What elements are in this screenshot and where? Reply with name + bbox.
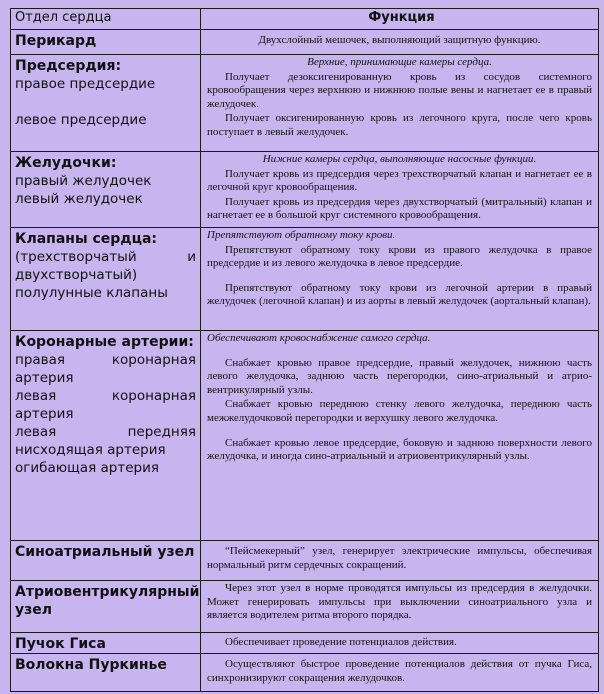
function-text: Препятствуют обратному току крови из правого желудочка в правое предсердие и из левого желудочка в левое предсердие.	[207, 243, 592, 270]
heart-function-table	[10, 8, 599, 692]
section-title: Клапаны сердца:	[15, 231, 158, 247]
function-cell	[201, 30, 599, 55]
function-intro: Нижние камеры сердца, выполняющие насосные функции.	[262, 153, 537, 165]
section-title: Атриовентрикулярный узел	[15, 584, 200, 618]
function-cell	[201, 581, 599, 633]
section-subitem: полулунные клапаны	[15, 285, 168, 301]
function-text: Получает оксигенированную кровь из легочного круга, после чего кровь поступает в левый желудочек.	[207, 112, 592, 138]
function-text: Препятствуют обратному току крови из легочной артерии в правый желудочек (легочной клапан) и из аорты в левый желудочек (аортальный клапан).	[207, 281, 592, 308]
section-subitem: правое предсердие	[15, 76, 156, 92]
function-text: Снабжает кровью переднюю стенку левого желудочка, переднюю часть межжелудочковой перегородки и верхушку левого желудочка.	[207, 398, 592, 424]
section-title: Желудочки:	[15, 155, 117, 171]
table-row	[11, 55, 599, 152]
function-cell	[201, 654, 599, 692]
function-text: Получает кровь из предсердия через двухстворчатый (митральный) клапан и нагнетает ее в большой круг системного кровообращения.	[207, 195, 592, 222]
table-row	[11, 331, 599, 541]
function-cell	[201, 331, 599, 541]
section-cell	[11, 30, 201, 55]
function-cell	[201, 228, 599, 331]
function-cell	[201, 541, 599, 581]
section-subitem: огибающая артерия	[15, 460, 159, 476]
function-text: Снабжает кровью левое предсердие, боковую и заднюю поверхности левого желудочка, и иногда сино-атриальный и атриовентрикулярный узлы.	[207, 436, 592, 463]
function-text: Получает кровь из предсердия через трехстворчатый клапан и нагнетает ее в легочной круг кровообращения.	[207, 167, 592, 194]
section-cell	[11, 581, 201, 633]
table-row	[11, 654, 599, 692]
function-intro: Обеспечивают кровоснабжение самого сердца.	[207, 332, 431, 344]
table-row	[11, 633, 599, 654]
section-title: Пучок Гиса	[15, 636, 106, 652]
header-function: Функция	[201, 9, 599, 30]
function-text: Снабжает кровью правое предсердие, правый желудочек, нижнюю часть левого желудочка, заднюю часть перегородки, сино-атриальный и атрио-вентрикулярный узлы.	[207, 356, 592, 396]
header-section: Отдел сердца	[11, 9, 201, 30]
function-text: “Пейсмекерный” узел, генерирует электрические импульсы, обеспечивая нормальный ритм сердечных сокращений.	[207, 545, 592, 571]
section-subitem: левая передняя нисходящая артерия	[15, 424, 196, 458]
section-subitem: правый желудочек	[15, 173, 152, 189]
section-subitem: левая коронарная артерия	[15, 388, 196, 422]
section-cell	[11, 228, 201, 331]
section-subitem: (трехстворчатый и двухстворчатый)	[15, 249, 196, 283]
section-cell	[11, 654, 201, 692]
function-text: Получает дезоксигенированную кровь из сосудов системного кровообращения через верхнюю и нижнюю полые вены и нагнетает ее в правый желудочек.	[207, 70, 592, 110]
function-text: Осуществляют быстрое проведение потенциалов действия от пучка Гиса, синхронизируют сокращения желудочков.	[207, 658, 592, 684]
section-title: Волокна Пуркинье	[15, 657, 167, 673]
section-title: Перикард	[15, 33, 97, 49]
section-cell	[11, 55, 201, 152]
function-intro: Верхние, принимающие камеры сердца.	[307, 56, 492, 68]
section-subitem: левое предсердие	[15, 112, 147, 128]
section-cell	[11, 152, 201, 228]
table-row	[11, 228, 599, 331]
function-text: Через этот узел в норме проводятся импульсы из предсердия в желудочки. Может генерировать импульсы при выключении синоатриального узла и является водителем ритма второго порядка.	[207, 582, 592, 622]
function-cell	[201, 152, 599, 228]
section-subitem: правая коронарная артерия	[15, 352, 196, 386]
function-text: Двухслойный мешочек, выполняющий защитную функцию.	[258, 34, 541, 46]
table-row	[11, 581, 599, 633]
function-cell	[201, 55, 599, 152]
table-row	[11, 541, 599, 581]
table-row	[11, 152, 599, 228]
section-title: Коронарные артерии:	[15, 334, 194, 350]
table-header-row	[11, 9, 599, 30]
section-title: Синоатриальный узел	[15, 544, 195, 560]
section-cell	[11, 331, 201, 541]
section-cell	[11, 633, 201, 654]
section-cell	[11, 541, 201, 581]
function-text: Обеспечивает проведение потенциалов действия.	[225, 636, 457, 648]
function-cell	[201, 633, 599, 654]
section-title: Предсердия:	[15, 58, 122, 74]
table-row	[11, 30, 599, 55]
section-subitem: левый желудочек	[15, 191, 143, 207]
function-intro: Препятствуют обратному току крови.	[207, 229, 396, 241]
